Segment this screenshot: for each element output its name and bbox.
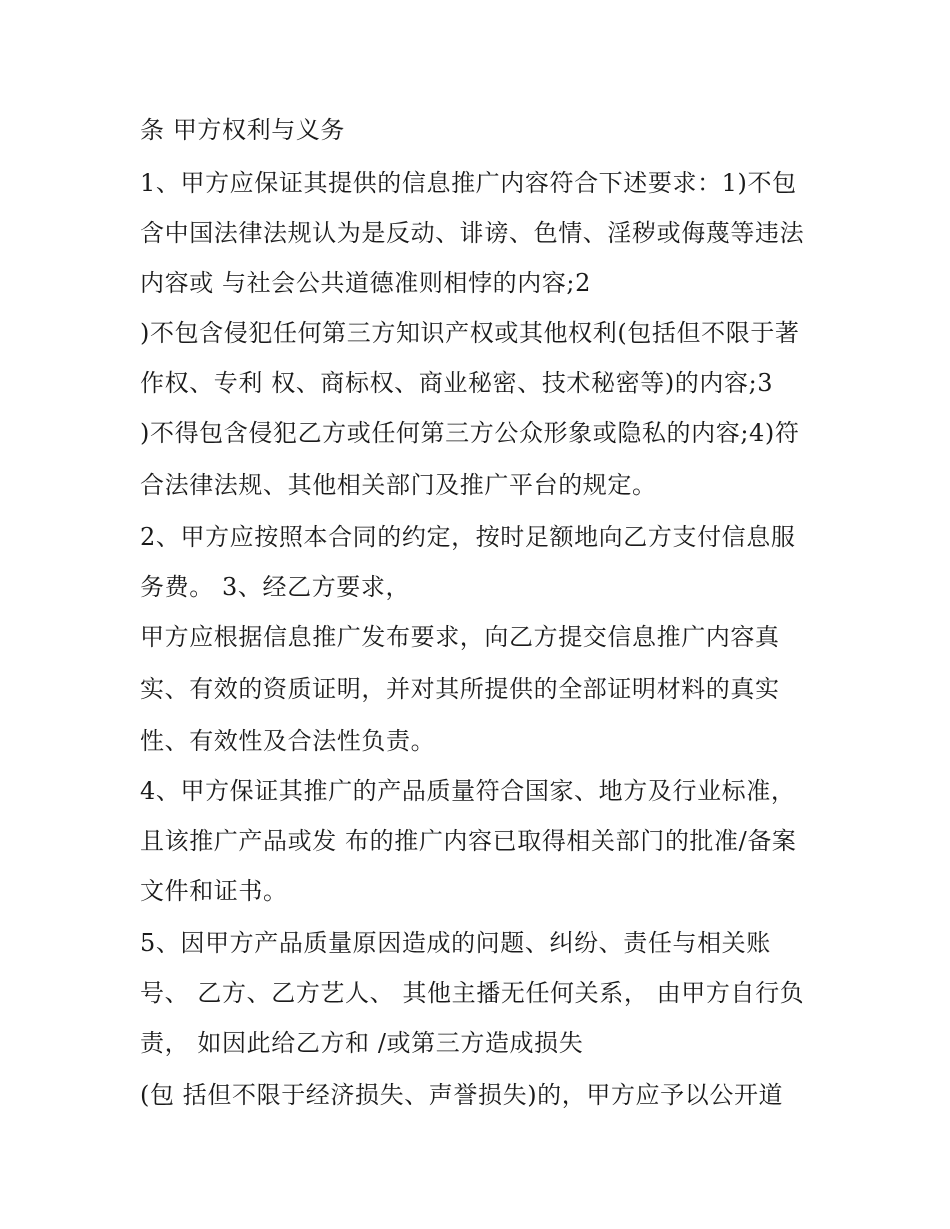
text-line: 5、因甲方产品质量原因造成的问题、纠纷、责任与相关账 xyxy=(140,929,771,957)
text-line: 且该推广产品或发 布的推广内容已取得相关部门的批准/备案 xyxy=(140,827,797,855)
text-line: 4、甲方保证其推广的产品质量符合国家、地方及行业标准， xyxy=(140,777,796,805)
text-line: 合法律法规、其他相关部门及推广平台的规定。 xyxy=(140,471,657,499)
text-line: 号、 乙方、乙方艺人、 其他主播无任何关系， 由甲方自行负 xyxy=(140,979,805,1007)
text-line: 性、有效性及合法性负责。 xyxy=(140,727,436,755)
text-line: 作权、专利 权、商标权、商业秘密、技术秘密等)的内容;3 xyxy=(140,369,774,397)
text-line: 1、甲方应保证其提供的信息推广内容符合下述要求：1)不包 xyxy=(140,169,797,197)
text-line: )不包含侵犯任何第三方知识产权或其他权利(包括但不限于著 xyxy=(140,319,800,347)
section-heading: 条 甲方权利与义务 xyxy=(140,116,346,144)
text-line: 甲方应根据信息推广发布要求，向乙方提交信息推广内容真 xyxy=(140,623,780,651)
text-line: )不得包含侵犯乙方或任何第三方公众形象或隐私的内容;4)符 xyxy=(140,419,800,447)
text-line: (包 括但不限于经济损失、声誉损失)的，甲方应予以公开道 xyxy=(140,1081,784,1109)
text-line: 内容或 与社会公共道德准则相悖的内容;2 xyxy=(140,269,591,297)
text-line: 2、甲方应按照本合同的约定，按时足额地向乙方支付信息服 xyxy=(140,523,796,551)
text-line: 责， 如因此给乙方和 /或第三方造成损失 xyxy=(140,1029,584,1057)
text-line: 文件和证书。 xyxy=(140,877,288,905)
text-line: 实、有效的资质证明，并对其所提供的全部证明材料的真实 xyxy=(140,675,780,703)
text-line: 务费。 3、经乙方要求， xyxy=(140,573,411,601)
text-line: 含中国法律法规认为是反动、诽谤、色情、淫秽或侮蔑等违法 xyxy=(140,219,805,247)
